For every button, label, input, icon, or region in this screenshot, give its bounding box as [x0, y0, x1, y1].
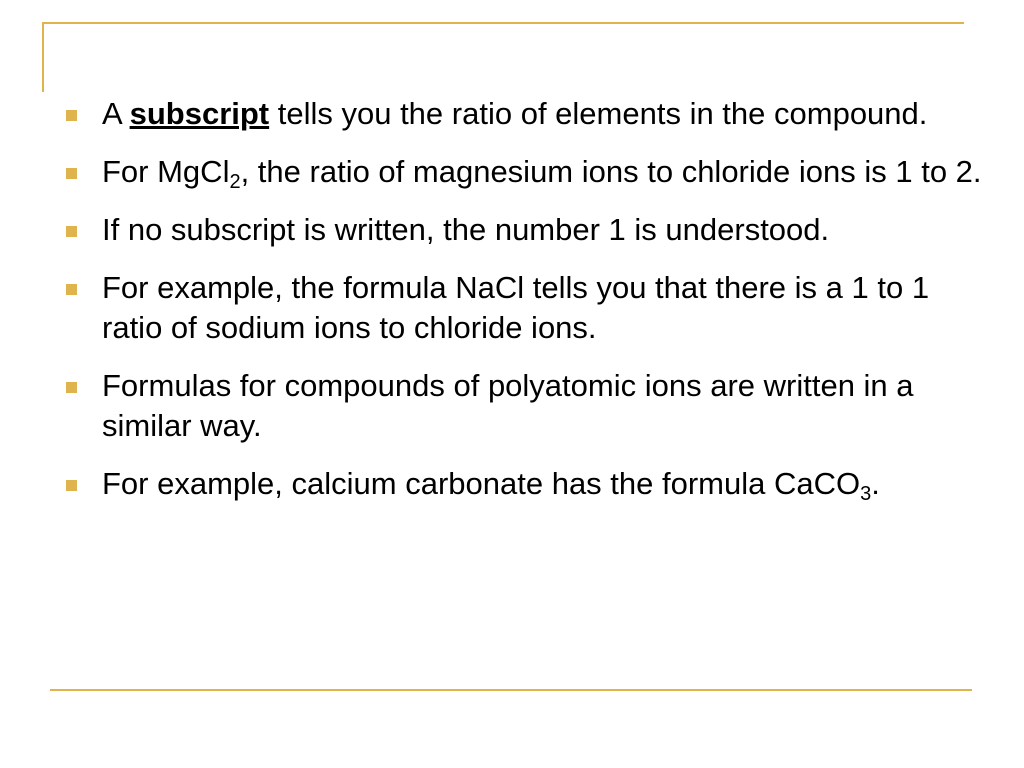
frame-top-rule: [42, 22, 964, 24]
square-bullet-icon: [66, 110, 77, 121]
bullet-text-before: For example, calcium carbonate has the formula CaCO: [102, 466, 861, 501]
square-bullet-icon: [66, 284, 77, 295]
bullet-item-no-subscript: [62, 210, 982, 250]
bullet-text: For example, the formula NaCl tells you that there is a 1 to 1 ratio of sodium ions to chloride ions.: [102, 270, 930, 345]
bullet-text-before: A: [102, 96, 130, 131]
bullet-item-mgcl2: [62, 152, 982, 192]
bullet-text-after: .: [871, 466, 880, 501]
bullet-text: [102, 154, 982, 193]
bullet-text-after: tells you the ratio of elements in the compound.: [269, 96, 928, 131]
bullet-text-after: , the ratio of magnesium ions to chloride ions is 1 to 2.: [240, 154, 982, 189]
frame-left-rule: [42, 22, 44, 92]
square-bullet-icon: [66, 480, 77, 491]
bullet-text: If no subscript is written, the number 1 is understood.: [102, 212, 830, 247]
bullet-item-polyatomic: [62, 366, 982, 446]
bullet-item-nacl: [62, 268, 982, 348]
bullet-text-before: For MgCl: [102, 154, 230, 189]
frame-bottom-rule: [50, 689, 972, 691]
bullet-item-caco3: [62, 464, 982, 504]
subscript-2: 2: [229, 171, 241, 193]
bullet-list: [62, 94, 982, 522]
bullet-item-subscript-definition: [62, 94, 982, 134]
bullet-text: Formulas for compounds of polyatomic ions are written in a similar way.: [102, 368, 914, 443]
term-subscript: subscript: [129, 96, 270, 131]
bullet-text: [102, 96, 927, 131]
subscript-3: 3: [860, 483, 872, 505]
square-bullet-icon: [66, 226, 77, 237]
square-bullet-icon: [66, 168, 77, 179]
bullet-text: [102, 466, 880, 505]
square-bullet-icon: [66, 382, 77, 393]
